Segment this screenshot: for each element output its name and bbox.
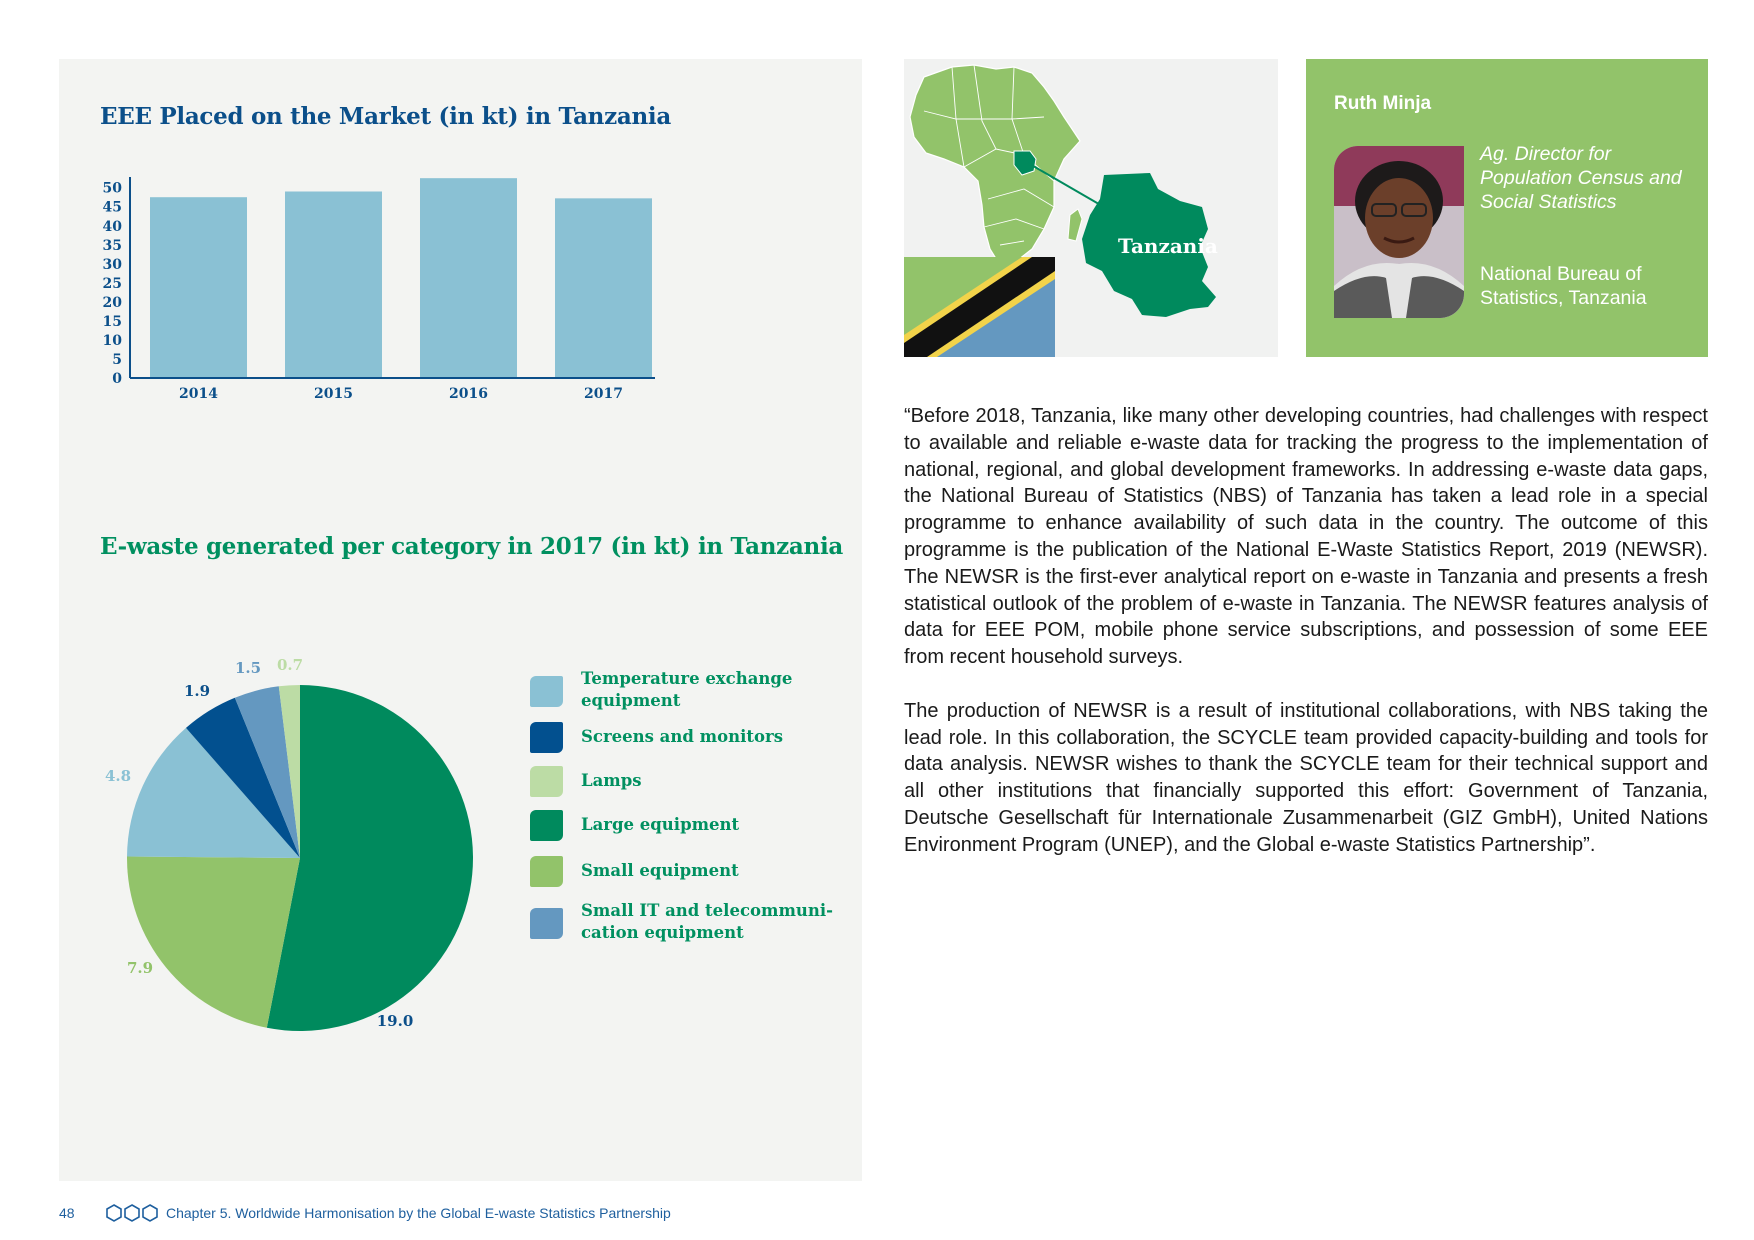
pie-value-label: 4.8 <box>104 767 132 785</box>
madagascar-shape <box>1068 209 1082 241</box>
profile-organization: National Bureau of Statistics, Tanzania <box>1480 263 1647 309</box>
chapter-title: Chapter 5. Worldwide Harmonisation by the Global E-waste Statistics Partnership <box>166 1205 671 1221</box>
pie-chart-title: E-waste generated per category in 2017 (in kt) in Tanzania <box>100 533 843 560</box>
y-tick-label: 40 <box>102 218 122 235</box>
quote-text <box>904 403 1708 885</box>
flag-graphic <box>904 257 1055 357</box>
y-tick-label: 25 <box>102 275 122 292</box>
bar-2014 <box>150 197 247 377</box>
quote-paragraph: “Before 2018, Tanzania, like many other developing countries, had challenges with respect to available and reliable e-waste data for tracking the progress to the implementation of national, regional, and global development frameworks. In addressing e-waste data gaps, the National Bureau of Statistics (NBS) of Tanzania has taken a lead role in a special programme to enhance availability of such data in the country. The outcome of this programme is the publication of the National E-Waste Statistics Report, 2019 (NEWSR). The NEWSR is the first-ever analytical report on e-waste in Tanzania and presents a fresh statistical outlook of the problem of e-waste in Tanzania. The NEWSR features analysis of data for EEE POM, mobile phone service subscriptions, and possession of some EEE from recent household surveys. <box>904 405 1708 669</box>
pie-value-label: 1.9 <box>183 682 211 700</box>
y-tick-label: 15 <box>102 313 122 330</box>
map-country-label: Tanzania <box>1118 234 1218 258</box>
legend-label: Screens and monitors <box>581 727 783 746</box>
legend-label: Lamps <box>581 771 642 790</box>
y-tick-label: 20 <box>102 294 122 311</box>
three-hexagons-icon <box>106 1204 158 1225</box>
x-tick-label: 2017 <box>584 386 623 402</box>
x-tick-label: 2015 <box>314 386 353 402</box>
y-tick-label: 0 <box>112 371 122 387</box>
bar-2017 <box>555 198 652 377</box>
legend-swatch <box>530 856 563 887</box>
bar-2016 <box>420 178 517 377</box>
pie-value-label: 0.7 <box>276 656 304 674</box>
quote-paragraph: The production of NEWSR is a result of institutional collaborations, with NBS taking the lead role. In this collaboration, the SCYCLE team provided capacity-building and tools for data analysis. NEWSR wishes to thank the SCYCLE team for their technical support and all other institutions that financially supported this effort: Government of Tanzania, Deutsche Gesellschaft für Internationale Zusammenarbeit (GIZ GmbH), United Nations Environment Program (UNEP), and the Global e-waste Statistics Partnership”. <box>904 699 1708 856</box>
legend-swatch <box>530 766 563 797</box>
y-tick-label: 50 <box>102 180 122 197</box>
legend-swatch <box>530 722 563 753</box>
legend-swatch <box>530 810 563 841</box>
legend-label: Temperature exchange equipment <box>581 669 793 710</box>
tanzania-flag <box>904 257 1055 357</box>
profile-photo <box>1334 146 1464 318</box>
bar-2015 <box>285 191 382 377</box>
legend-label: Small equipment <box>581 861 739 880</box>
legend-label: Small IT and telecommuni-cation equipment <box>581 901 834 942</box>
x-tick-label: 2016 <box>449 386 488 402</box>
portrait-graphic <box>1334 146 1464 318</box>
bar-chart <box>95 175 695 465</box>
profile-name: Ruth Minja <box>1334 93 1432 114</box>
pie-value-label: 19.0 <box>376 1012 414 1030</box>
page-number: 48 <box>59 1205 75 1221</box>
x-tick-label: 2014 <box>179 386 218 402</box>
y-tick-label: 35 <box>102 237 122 254</box>
africa-shape <box>910 65 1080 265</box>
legend-swatch <box>530 908 563 939</box>
pie-value-label: 7.9 <box>126 959 154 977</box>
legend-swatch <box>530 676 563 707</box>
y-tick-label: 30 <box>102 256 122 273</box>
pie-chart <box>95 640 525 1060</box>
pie-value-label: 1.5 <box>234 659 262 677</box>
profile-card <box>1306 59 1708 357</box>
y-tick-label: 45 <box>102 199 122 216</box>
y-tick-label: 10 <box>102 332 122 349</box>
profile-role: Ag. Director for Population Census and Social Statistics <box>1480 143 1682 213</box>
legend-label: Large equipment <box>581 815 740 834</box>
bar-chart-title: EEE Placed on the Market (in kt) in Tanzania <box>100 103 671 130</box>
y-tick-label: 5 <box>112 351 122 368</box>
